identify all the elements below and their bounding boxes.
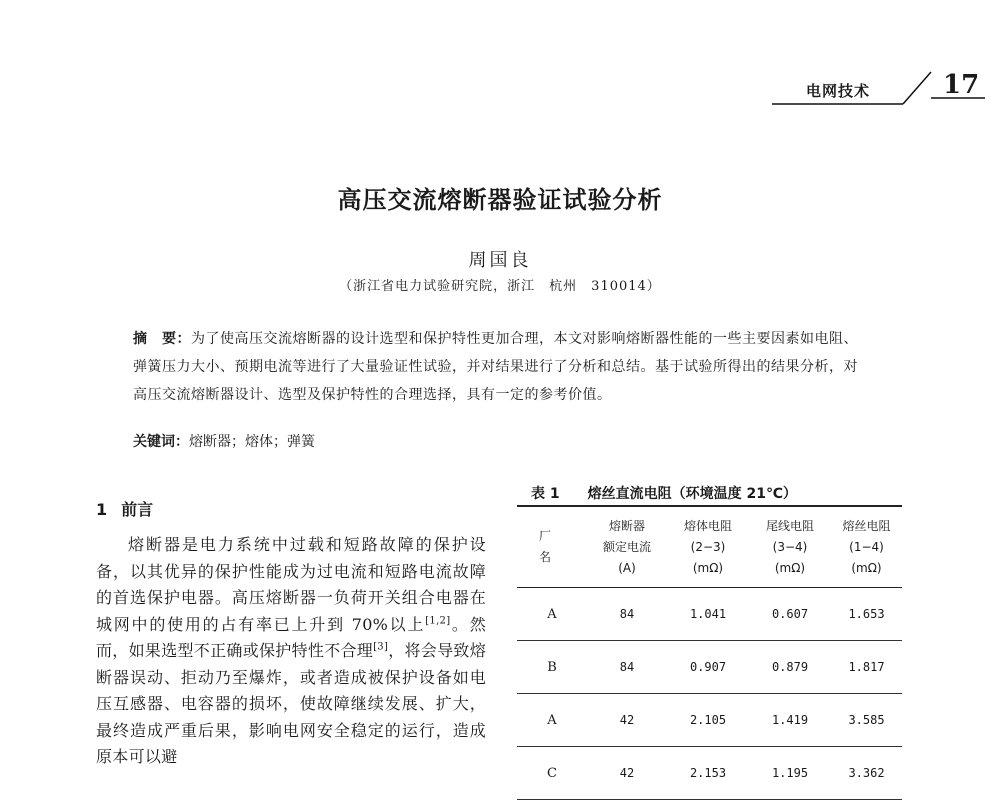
cell-manufacturer: B	[517, 641, 587, 694]
paragraph-text-1: 熔断器是电力系统中过载和短路故障的保护设备，以其优异的保护性能成为过电流和短路电流故障的首选保护电器。高压熔断器一负荷开关组合电器在城网中的使用的占有率已上升到 70%以上	[96, 535, 486, 634]
column-header: 厂 名	[517, 506, 587, 588]
table-row	[517, 588, 902, 641]
cell-fuse-element-resistance: 0.907	[667, 641, 749, 694]
citation-ref: [1,2]	[425, 615, 451, 627]
cell-fuse-element-resistance: 2.153	[667, 747, 749, 800]
cell-tail-wire-resistance: 0.607	[749, 588, 831, 641]
cell-tail-wire-resistance: 0.879	[749, 641, 831, 694]
cell-fuse-wire-resistance: 3.585	[831, 694, 902, 747]
section-heading	[96, 497, 153, 520]
cell-fuse-element-resistance: 1.041	[667, 588, 749, 641]
cell-fuse-wire-resistance: 1.653	[831, 588, 902, 641]
column-header: 熔体电阻 (2−3) (mΩ)	[667, 506, 749, 588]
citation-ref: [3]	[373, 641, 389, 653]
keywords-text: 熔断器；熔体；弹簧	[189, 434, 315, 450]
header-rule	[0, 0, 1000, 120]
cell-manufacturer: C	[517, 747, 587, 800]
cell-tail-wire-resistance: 1.195	[749, 747, 831, 800]
cell-rated-current: 42	[587, 747, 667, 800]
paragraph-text-3: ，将会导致熔断器误动、拒动乃至爆炸，或者造成被保护设备如电压互感器、电容器的损坏，使故障继续发展、扩大，最终造成严重后果，影响电网安全稳定的运行，造成原本可以避	[96, 641, 486, 766]
keywords	[133, 428, 871, 456]
abstract	[133, 325, 871, 409]
column-header: 尾线电阻 (3−4) (mΩ)	[749, 506, 831, 588]
abstract-text: 为了使高压交流熔断器的设计选型和保护特性更加合理，本文对影响熔断器性能的一些主要因素如电阻、弹簧压力大小、预期电流等进行了大量验证性试验，并对结果进行了分析和总结。基于试验所得出的结果分析，对高压交流熔断器设计、选型及保护特性的合理选择，具有一定的参考价值。	[133, 331, 858, 403]
table-caption-text: 熔丝直流电阻（环境温度 21℃）	[587, 486, 797, 502]
section-paragraph	[96, 532, 486, 771]
table-row	[517, 641, 902, 694]
cell-tail-wire-resistance: 1.419	[749, 694, 831, 747]
table-label: 表 1	[531, 486, 560, 502]
paper-title: 高压交流熔断器验证试验分析	[337, 186, 663, 214]
cell-manufacturer: A	[517, 588, 587, 641]
table-header-row	[517, 506, 902, 588]
abstract-label: 摘 要：	[133, 331, 191, 347]
cell-rated-current: 84	[587, 588, 667, 641]
column-header: 熔丝电阻 (1−4) (mΩ)	[831, 506, 902, 588]
section-title: 前言	[121, 500, 154, 519]
cell-manufacturer: A	[517, 694, 587, 747]
author: 周国良	[468, 250, 532, 271]
table-row	[517, 694, 902, 747]
table-caption	[531, 483, 797, 503]
column-header: 熔断器 额定电流 (A)	[587, 506, 667, 588]
affiliation: （浙江省电力试验研究院，浙江 杭州 310014）	[339, 279, 661, 294]
journal-name: 电网技术	[806, 82, 871, 100]
table-row	[517, 747, 902, 800]
paragraph-text-2: 。然而，如果选型不正确或保护特性不合理	[96, 614, 486, 660]
cell-fuse-element-resistance: 2.105	[667, 694, 749, 747]
page-number: 17	[943, 70, 980, 100]
cell-rated-current: 42	[587, 694, 667, 747]
cell-fuse-wire-resistance: 3.362	[831, 747, 902, 800]
section-number: 1	[96, 500, 108, 519]
keywords-label: 关键词：	[133, 434, 189, 450]
cell-rated-current: 84	[587, 641, 667, 694]
cell-fuse-wire-resistance: 1.817	[831, 641, 902, 694]
resistance-table	[517, 505, 902, 800]
